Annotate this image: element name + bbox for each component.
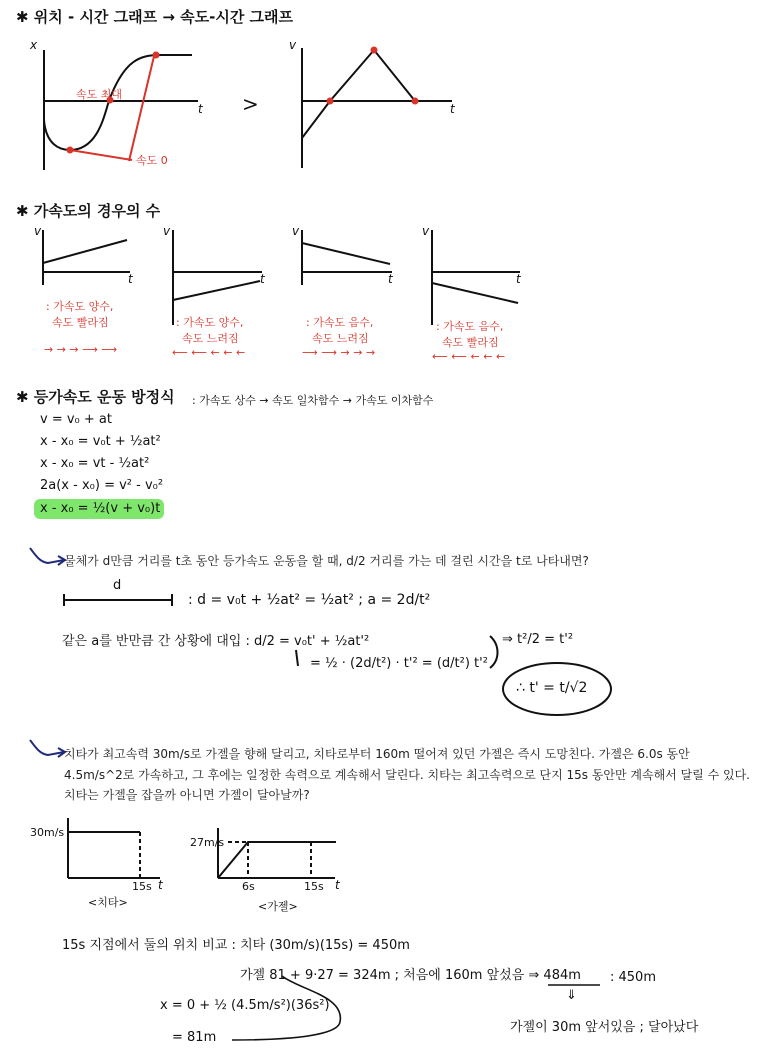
cheetah-t-label: t	[158, 878, 163, 892]
case-3-note-1: : 가속도 음수,	[306, 316, 374, 329]
gazelle-vt-graph	[218, 828, 336, 878]
problem-2-question-line-1: 치타가 최고속력 30m/s로 가젤을 향해 달리고, 치타로부터 160m 떨어져 있던 가젤은 즉시 도망친다. 가젤은 6.0s 동안	[64, 747, 690, 761]
cheetah-vt-graph	[68, 818, 160, 878]
gazelle-caption: <가젤>	[258, 900, 298, 913]
case-4-note-2: 속도 빨라짐	[442, 336, 499, 349]
equation-1: v = v₀ + at	[40, 412, 112, 427]
gazelle-t-label: t	[335, 878, 340, 892]
case-3-t-label: t	[388, 272, 393, 286]
cheetah-y-label: 30m/s	[30, 826, 65, 839]
case-3-arrows: ⟶ ⟶ → → →	[302, 346, 376, 359]
case-4-arrows: ⟵ ⟵ ← ← ←	[432, 350, 506, 363]
equation-5-highlighted: x - x₀ = ½(v + v₀)t	[40, 501, 161, 516]
problem-1-equation: : d = v₀t + ½at² = ½at² ; a = 2d/t²	[188, 592, 431, 608]
distance-label-d: d	[113, 578, 122, 593]
problem-1-result: ⇒ t²/2 = t'²	[502, 632, 574, 647]
velocity-time-graph	[302, 48, 452, 168]
case-3-v-label: v	[292, 224, 300, 238]
section-title-graph-conversion: ✱ 위치 - 시간 그래프 → 속도-시간 그래프	[16, 8, 294, 26]
cheetah-caption: <치타>	[88, 896, 128, 909]
greater-than-sign: >	[242, 92, 259, 116]
problem-1-simplify: = ½ · (2d/t²) · t'² = (d/t²) t'²	[310, 656, 488, 671]
case-1-t-label: t	[128, 272, 133, 286]
equation-4: 2a(x - x₀) = v² - v₀²	[40, 478, 164, 493]
problem-1-question: 물체가 d만큼 거리를 t초 동안 등가속도 운동을 할 때, d/2 거리를 가는 데 걸린 시간을 t로 나타내면?	[64, 554, 589, 568]
cheetah-position-value: : 450m	[610, 970, 656, 985]
gazelle-accel-distance-work: x = 0 + ½ (4.5m/s²)(36s²)	[160, 998, 330, 1013]
case-2-t-label: t	[260, 272, 265, 286]
position-curve	[44, 55, 192, 150]
case-4-t-label: t	[516, 272, 521, 286]
problem-2-question-line-3: 치타는 가젤을 잡을까 아니면 가젤이 달아날까?	[64, 788, 310, 802]
gazelle-x-label-6s: 6s	[242, 880, 255, 893]
axis-label-t-2: t	[450, 102, 455, 116]
case-4-note-1: : 가속도 음수,	[436, 320, 504, 333]
gazelle-x-label-15s: 15s	[304, 880, 324, 893]
axis-label-x: x	[30, 38, 38, 52]
note-velocity-max: 속도 최대	[76, 88, 123, 101]
position-comparison-cheetah: 15s 지점에서 둘의 위치 비교 : 치타 (30m/s)(15s) = 450m	[62, 938, 410, 953]
case-1-note-1: : 가속도 양수,	[46, 300, 114, 313]
case-1-arrows: → → → ⟶ ⟶	[44, 343, 118, 356]
equation-2: x - x₀ = v₀t + ½at²	[40, 434, 161, 449]
section-title-kinematic-equations: ✱ 등가속도 운동 방정식	[16, 388, 175, 406]
acceleration-cases-graphs	[43, 230, 520, 325]
case-4-v-label: v	[422, 224, 430, 238]
note-velocity-zero: 속도 0	[136, 154, 168, 167]
cheetah-x-label: 15s	[132, 880, 152, 893]
distance-segment	[64, 594, 172, 606]
section-title-acceleration-cases: ✱ 가속도의 경우의 수	[16, 202, 161, 220]
case-2-arrows: ⟵ ⟵ ← ← ←	[172, 346, 246, 359]
axis-label-v: v	[289, 38, 297, 52]
problem-1-answer: ∴ t' = t/√2	[516, 680, 588, 696]
axis-label-t: t	[198, 102, 203, 116]
problem-1-substitution: 같은 a를 반만큼 간 상황에 대입 : d/2 = v₀t' + ½at'²	[62, 634, 370, 649]
conclusion: 가젤이 30m 앞서있음 ; 달아났다	[510, 1020, 699, 1035]
case-3-note-2: 속도 느려짐	[312, 332, 369, 345]
case-1-note-2: 속도 빨라짐	[52, 316, 109, 329]
position-time-graph	[44, 50, 198, 170]
gazelle-y-label: 27m/s	[190, 836, 225, 849]
equations-aside-note: : 가속도 상수 → 속도 일차함수 → 가속도 이차함수	[192, 394, 434, 407]
case-2-v-label: v	[163, 224, 171, 238]
therefore-arrow: ⇓	[566, 988, 577, 1003]
problem-2-question-line-2: 4.5m/s^2로 가속하고, 그 후에는 일정한 속력으로 계속해서 달린다. 치타는 최고속력으로 단지 15s 동안만 계속해서 달릴 수 있다.	[64, 768, 750, 782]
position-comparison-gazelle: 가젤 81 + 9·27 = 324m ; 처음에 160m 앞섰음 ⇒ 484m	[240, 968, 581, 983]
case-1-v-label: v	[34, 224, 42, 238]
case-2-note-2: 속도 느려짐	[182, 332, 239, 345]
case-2-note-1: : 가속도 양수,	[176, 316, 244, 329]
equation-3: x - x₀ = vt - ½at²	[40, 456, 150, 471]
gazelle-accel-distance-result: = 81m	[172, 1030, 217, 1045]
